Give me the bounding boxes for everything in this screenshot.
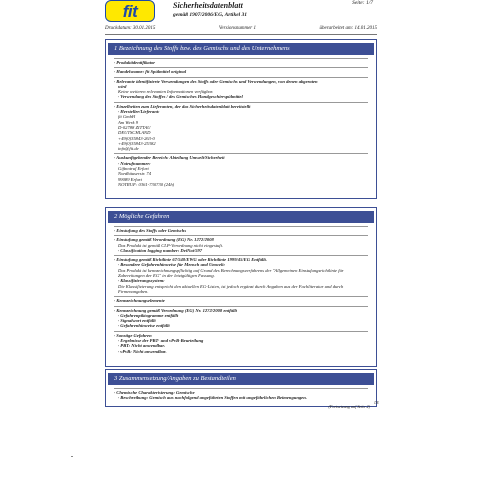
section-3 (105, 369, 377, 407)
text-line: · Relevante identifizierte Verwendungen des Stoffs oder Gemischs und Verwendungen, von denen abgeraten (114, 77, 368, 84)
section-3-body (106, 388, 376, 403)
section-1-body (106, 58, 376, 189)
text-line: · Kennzeichnungselemente (114, 296, 368, 303)
text-line: · Gefahrenhinweise entfällt (118, 323, 170, 329)
text-line: · Besondere Gefahrenhinweise für Mensch und Umwelt: (118, 262, 226, 268)
document-page (101, 0, 381, 410)
text-line: · Einstufung des Stoffs oder Gemischs (114, 226, 368, 233)
text-line: · Gefahrenpiktogramme entfällt (118, 312, 179, 318)
document-code: DE (374, 401, 379, 405)
text-line: · Auskunftgebender Bereich: Abteilung Umwelt/Sicherheit (114, 153, 368, 160)
continuation-note: (Fortsetzung auf Seite 2) (328, 403, 370, 409)
text-line: · Chemische Charakterisierung: Gemische (114, 388, 368, 395)
text-line: · Beschreibung: Gemisch aus nachfolgend angeführten Stoffen mit ungefährlichen Beimengungen. (118, 395, 307, 401)
document-subtitle: gemäß 1907/2006/EG, Artikel 31 (173, 12, 248, 18)
document-title: Sicherheitsdatenblatt (173, 1, 243, 10)
section-1 (105, 39, 377, 199)
text-line: · Kennzeichnung gemäß Verordnung (EG) Nr. 1272/2008 entfällt (114, 306, 368, 313)
text-line: · Klassifizierungssystem: (118, 278, 165, 284)
section-1-heading: 1 Bezeichnung des Stoffs bzw. des Gemischs und des Unternehmens (108, 43, 374, 55)
section-2 (105, 207, 377, 367)
text-line: wird (118, 83, 127, 89)
text-line: NOTRUF: 0361-730730 (24h) (118, 181, 175, 187)
text-line: DEUTSCHLAND (118, 130, 151, 136)
text-line: Keine weiteren relevanten Informationen verfügbar. (118, 89, 214, 95)
text-line: Am Werk 9 (118, 119, 138, 125)
text-line: · Einstufung gemäß Richtlinie 67/548/EWG oder Richtlinie 1999/45/EG Entfällt. (114, 255, 368, 262)
print-date: Druckdatum: 30.01.2015 (105, 26, 156, 31)
text-line: fit GmbH (118, 114, 136, 120)
text-line: Die Klassifizierung entspricht den aktuellen EG-Listen, ist jedoch ergänzt durch Angaben aus der Fachliteratur und durch Firmenangaben. (118, 283, 344, 294)
fit-logo: fit (105, 0, 155, 22)
revision-date: überarbeitet am: 14.01.2015 (319, 26, 377, 31)
header-divider (105, 34, 377, 35)
text-line: · Hersteller/Lieferant: (118, 109, 160, 115)
text-line: · Ergebnisse der PBT- und vPvB-Beurteilung (118, 338, 204, 344)
section-3-heading: 3 Zusammensetzung/Angaben zu Bestandteilen (108, 373, 374, 385)
text-line: · PBT: Nicht anwendbar. (118, 343, 166, 349)
section-2-heading: 2 Mögliche Gefahren (108, 211, 374, 223)
text-line: Giftnotruf Erfurt (118, 166, 149, 172)
page-number: Seite: 1/7 (352, 0, 373, 6)
text-line: Das Produkt ist kennzeichnungspflichtig auf Grund des Berechnungsverfahrens der "Allgemeinen Einstufungsrichtlinie für Zubereitungen der EG" in der letztgültigen Fassung. (118, 267, 344, 279)
text-line: · Classification logging number: DeiNot/597 (118, 247, 203, 253)
text-line: Nordhäuserstr. 74 (118, 171, 152, 177)
scan-mark (71, 456, 73, 457)
text-line: · vPvB: Nicht anwendbar. (118, 348, 167, 354)
text-line: 99089 Erfurt (118, 176, 142, 182)
text-line: · Sonstige Gefahren (114, 331, 368, 338)
document-meta (105, 26, 377, 31)
version-number: Versionsnummer 1 (218, 26, 256, 31)
text-line: · Signalwort entfällt (118, 318, 156, 324)
text-line: +49(0)35843-25382 (118, 140, 156, 146)
text-line: · Einstufung gemäß Verordnung (EG) Nr. 1272/2008 (114, 235, 368, 242)
text-line: · Verwendung des Stoffes / des Gemisches Handgeschirrspülmittel (118, 94, 243, 100)
text-line: info@fit.de (118, 146, 139, 152)
text-line: +49(0)35843-263-0 (118, 135, 155, 141)
text-line: · Notrufnummer: (118, 160, 151, 166)
text-line: · Einzelheiten zum Lieferanten, der das Sicherheitsdatenblatt bereitstellt (114, 102, 368, 109)
text-line: · Produktidentifikator (114, 58, 368, 65)
text-line: · Handelsname: fit Spülmittel original (114, 67, 368, 74)
section-2-body (106, 226, 376, 356)
text-line: Das Produkt ist gemäß CLP-Verordnung nicht eingestuft. (118, 242, 224, 248)
text-line: D-02788 ZITTAU (118, 124, 151, 130)
